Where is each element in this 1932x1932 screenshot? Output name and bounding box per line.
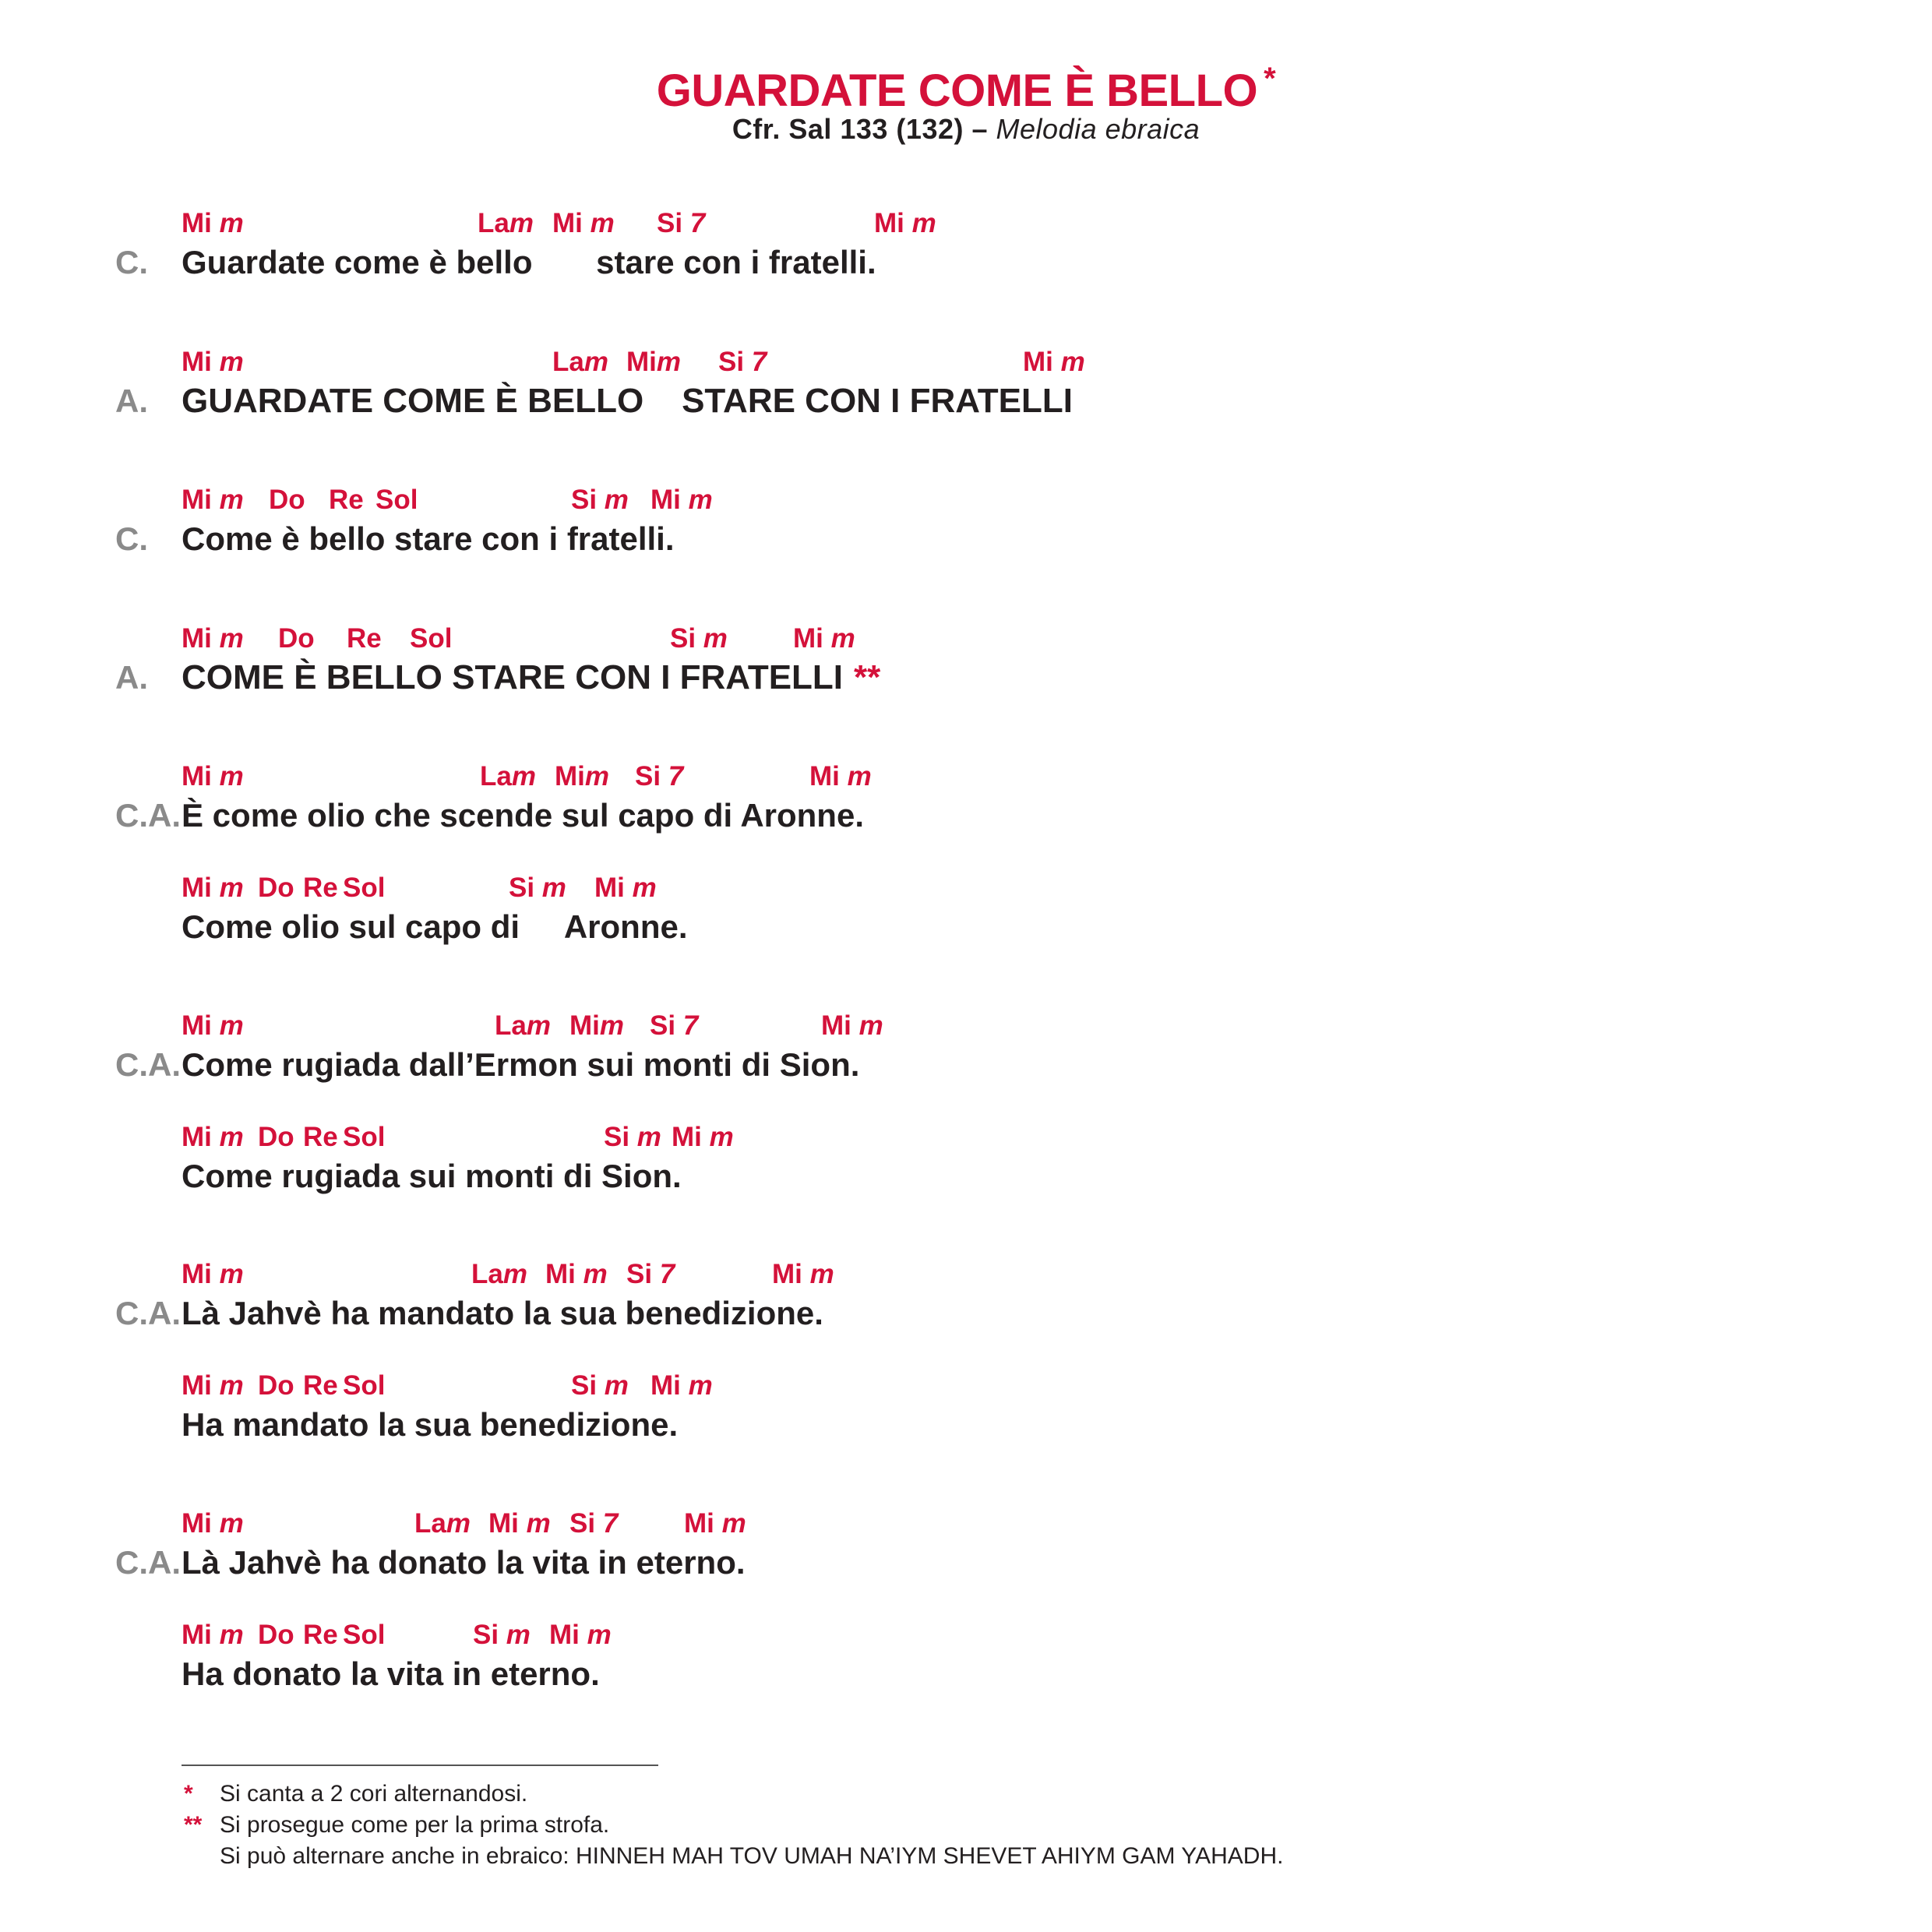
lyric-line [182,1651,600,1698]
chord-root: Mi [569,1010,600,1041]
chord-symbol [343,869,385,908]
speaker-label: A. [115,383,148,419]
chord-row [0,343,1932,382]
chord-root: Mi [626,347,657,377]
chord-symbol [718,343,767,382]
lyric-line [182,378,1073,425]
footnote-text: Si canta a 2 cori alternandosi. [220,1781,528,1807]
chord-symbol [347,619,382,658]
chord-symbol [821,1007,883,1045]
chord-quality: m [847,761,872,791]
chord-symbol [555,757,609,796]
chord-symbol [278,619,315,658]
chord-root: Mi [182,873,220,903]
chord-quality: m [688,1370,713,1401]
chord-quality: m [526,1508,551,1539]
chord-quality: m [219,1370,244,1401]
chord-symbol [258,1118,294,1157]
chord-quality: m [584,761,610,791]
chord-symbol [303,1366,338,1405]
melody-note: Melodia ebraica [996,113,1200,145]
song-title-text: GUARDATE COME È BELLO [656,65,1258,116]
chord-quality: m [830,623,855,654]
chord-quality: m [219,208,244,238]
chord-symbol [343,1118,385,1157]
lyric-line [182,1153,682,1200]
chord-quality: m [587,1620,612,1650]
chord-symbol [650,1007,698,1045]
chord-root: Mi [182,1259,220,1289]
chord-symbol [495,1007,551,1045]
chord-quality: m [219,1259,244,1289]
chord-symbol [571,1366,629,1405]
chord-root: Si [571,485,605,515]
chord-root: Re [329,485,364,515]
chord-root: Mi [1023,347,1061,377]
lyric-text: Là Jahvè ha donato la vita in eterno. [182,1544,746,1581]
chord-root: Si [650,1010,683,1041]
chord-root: Re [347,623,382,654]
chord-symbol [684,1504,746,1543]
chord-root: Mi [545,1259,583,1289]
chord-quality: m [506,1620,531,1650]
chord-symbol [303,1118,338,1157]
chord-quality: 7 [602,1508,619,1539]
chord-row [0,1504,1932,1543]
chord-symbol [414,1504,471,1543]
chord-root: Mi [182,347,220,377]
chord-symbol [874,204,936,243]
chord-symbol [480,757,536,796]
chord-symbol [626,1255,675,1294]
lyric-text: Come rugiada sui monti di Sion. [182,1158,682,1194]
chord-symbol [552,343,608,382]
chord-symbol [793,619,855,658]
chord-symbol [182,869,244,908]
chord-quality: m [219,485,244,515]
chord-quality: m [911,208,936,238]
speaker-label: C.A. [115,1544,181,1581]
chord-root: Mi [552,208,591,238]
chord-root: Do [258,1620,294,1650]
chord-symbol [182,619,244,658]
chord-symbol [182,757,244,796]
chord-quality: 7 [689,208,706,238]
speaker-label: C. [115,520,148,557]
chord-row [0,481,1932,520]
chord-root: Si [635,761,668,791]
lyric-line [182,654,880,701]
chord-root: Mi [182,761,220,791]
chord-quality: m [446,1508,471,1539]
chord-quality: m [583,1259,608,1289]
chord-quality: 7 [659,1259,675,1289]
chord-root: Re [303,873,338,903]
speaker-label: A. [115,659,148,696]
chord-root: Re [303,1370,338,1401]
chord-root: Si [657,208,690,238]
chord-symbol [303,1616,338,1655]
chord-quality: m [604,485,629,515]
lyric-text: Come è bello stare con i fratelli. [182,520,675,557]
speaker-label: C.A. [115,1295,181,1331]
chord-symbol [182,1007,244,1045]
chord-quality: m [219,347,244,377]
chord-symbol [549,1616,612,1655]
chord-row [0,204,1932,243]
chord-quality: m [511,761,536,791]
chord-root: La [495,1010,527,1041]
chord-symbol [509,869,566,908]
chord-symbol [410,619,452,658]
chord-symbol [182,343,244,382]
chord-root: Sol [343,1620,386,1650]
lyric-line [182,239,876,286]
chord-quality: m [219,1122,244,1152]
chord-symbol [571,481,629,520]
chord-symbol [473,1616,531,1655]
footnote-mark: * [184,1781,193,1807]
chord-symbol [772,1255,834,1294]
lyric-text: Guardate come è bello stare con i fratelli. [182,244,876,280]
footnote-divider [182,1765,658,1766]
chord-symbol [375,481,418,520]
chord-root: Si [670,623,703,654]
chord-row [0,1255,1932,1294]
chord-quality: m [526,1010,551,1041]
chord-symbol [545,1255,608,1294]
chord-quality: m [656,347,682,377]
chord-root: Mi [182,1620,220,1650]
lyric-text: Là Jahvè ha mandato la sua benedizione. [182,1295,823,1331]
chord-symbol [343,1366,385,1405]
chord-root: Mi [809,761,848,791]
chord-root: Mi [772,1259,810,1289]
chord-root: Mi [650,485,689,515]
chord-quality: m [604,1370,629,1401]
chord-quality: m [632,873,657,903]
lyric-line [182,516,675,562]
chord-row [0,1366,1932,1405]
chord-root: Mi [182,623,220,654]
chord-symbol [650,1366,713,1405]
chord-row [0,1007,1932,1045]
chord-root: Mi [182,208,220,238]
chord-quality: m [219,1508,244,1539]
chord-quality: m [502,1259,527,1289]
chord-root: Do [258,1370,294,1401]
chord-quality: m [219,623,244,654]
chord-root: Mi [793,623,831,654]
chord-symbol [672,1118,734,1157]
chord-symbol [594,869,657,908]
chord-row [0,757,1932,796]
chord-quality: 7 [751,347,767,377]
chord-root: Mi [672,1122,710,1152]
chord-root: Sol [343,1122,386,1152]
chord-symbol [626,343,681,382]
chord-root: Mi [182,1508,220,1539]
chord-quality: m [599,1010,625,1041]
chord-root: Mi [182,1010,220,1041]
chord-root: Re [303,1620,338,1650]
chord-root: Mi [821,1010,859,1041]
chord-symbol [635,757,683,796]
chord-symbol [182,1616,244,1655]
lyric-text: GUARDATE COME È BELLO STARE CON I FRATELLI [182,382,1073,420]
chord-quality: 7 [682,1010,699,1041]
chord-quality: m [590,208,615,238]
lyric-text: Come olio sul capo di Aronne. [182,908,688,945]
chord-symbol [258,1366,294,1405]
chord-root: Si [571,1370,605,1401]
chord-root: Si [569,1508,603,1539]
lyric-text: Ha donato la vita in eterno. [182,1655,600,1692]
chord-quality: m [809,1259,834,1289]
chord-root: Do [278,623,315,654]
chord-quality: m [219,761,244,791]
speaker-label: C.A. [115,797,181,834]
chord-quality: m [709,1122,734,1152]
chord-root: Si [718,347,752,377]
chord-root: Sol [343,873,386,903]
title-footnote-mark: * [1264,62,1276,96]
chord-row [0,1616,1932,1655]
chord-symbol [604,1118,661,1157]
chord-root: Mi [182,1122,220,1152]
chord-symbol [258,869,294,908]
chord-quality: m [509,208,534,238]
chord-symbol [569,1504,618,1543]
speaker-label: C.A. [115,1046,181,1083]
chord-quality: m [858,1010,883,1041]
chord-symbol [343,1616,385,1655]
chord-symbol [478,204,534,243]
chord-root: Do [258,873,294,903]
chord-symbol [329,481,364,520]
chord-symbol [488,1504,551,1543]
chord-root: Sol [375,485,418,515]
chord-symbol [269,481,305,520]
chord-quality: 7 [668,761,684,791]
chord-root: La [414,1508,446,1539]
lyric-line [182,1401,678,1448]
footnote-text: Si può alternare anche in ebraico: HINNEH MAH TOV UMAH NA’IYM SHEVET AHIYM GAM YAHADH. [220,1843,1284,1869]
chord-symbol [258,1616,294,1655]
chord-symbol [303,869,338,908]
chord-quality: m [688,485,713,515]
chord-symbol [182,481,244,520]
footnote-mark: ** [184,1812,203,1838]
lyric-text: Come rugiada dall’Ermon sui monti di Sion. [182,1046,860,1083]
chord-quality: m [721,1508,746,1539]
chord-quality: m [1060,347,1085,377]
song-title [0,51,1932,118]
chord-root: Mi [684,1508,722,1539]
chord-symbol [552,204,615,243]
chord-quality: m [219,873,244,903]
lyric-line [182,1290,823,1337]
lyric-text: È come olio che scende sul capo di Aronne. [182,797,864,834]
chord-root: Si [473,1620,506,1650]
lyric-line [182,792,864,839]
lyric-line [182,1539,746,1586]
chord-symbol [809,757,872,796]
chord-symbol [569,1007,624,1045]
chord-symbol [182,1255,244,1294]
chord-root: Si [626,1259,660,1289]
chord-root: Mi [594,873,633,903]
chord-symbol [471,1255,527,1294]
chord-root: La [471,1259,503,1289]
lyric-line [182,904,688,950]
chord-root: La [480,761,512,791]
chord-root: Si [509,873,542,903]
chord-root: Mi [650,1370,689,1401]
chord-root: La [478,208,509,238]
song-subtitle [0,112,1932,146]
chord-symbol [182,204,244,243]
chord-root: Si [604,1122,637,1152]
chord-root: Mi [488,1508,527,1539]
chord-quality: m [541,873,566,903]
chord-root: Re [303,1122,338,1152]
chord-root: Do [258,1122,294,1152]
chord-quality: m [219,1010,244,1041]
footnote-text: Si prosegue come per la prima strofa. [220,1812,610,1838]
chord-row [0,1118,1932,1157]
chord-symbol [182,1504,244,1543]
chord-symbol [182,1366,244,1405]
chord-row [0,619,1932,658]
chord-root: Mi [874,208,912,238]
chord-quality: m [636,1122,661,1152]
chord-root: Sol [410,623,453,654]
chord-symbol [650,481,713,520]
lyric-text: COME È BELLO STARE CON I FRATELLI [182,658,844,696]
lyric-footnote-mark: ** [854,658,881,696]
chord-symbol [182,1118,244,1157]
lyric-text: Ha mandato la sua benedizione. [182,1406,679,1443]
chord-row [0,869,1932,908]
chord-root: Mi [182,1370,220,1401]
chord-root: Mi [182,485,220,515]
chord-symbol [670,619,728,658]
chord-quality: m [703,623,728,654]
chord-quality: m [219,1620,244,1650]
speaker-label: C. [115,244,148,280]
chord-root: La [552,347,584,377]
psalm-reference: Cfr. Sal 133 (132) – [732,113,988,145]
lyric-line [182,1042,859,1088]
chord-root: Do [269,485,305,515]
chord-quality: m [583,347,608,377]
chord-symbol [1023,343,1085,382]
chord-root: Sol [343,1370,386,1401]
chord-root: Mi [549,1620,587,1650]
chord-symbol [657,204,705,243]
chord-root: Mi [555,761,585,791]
